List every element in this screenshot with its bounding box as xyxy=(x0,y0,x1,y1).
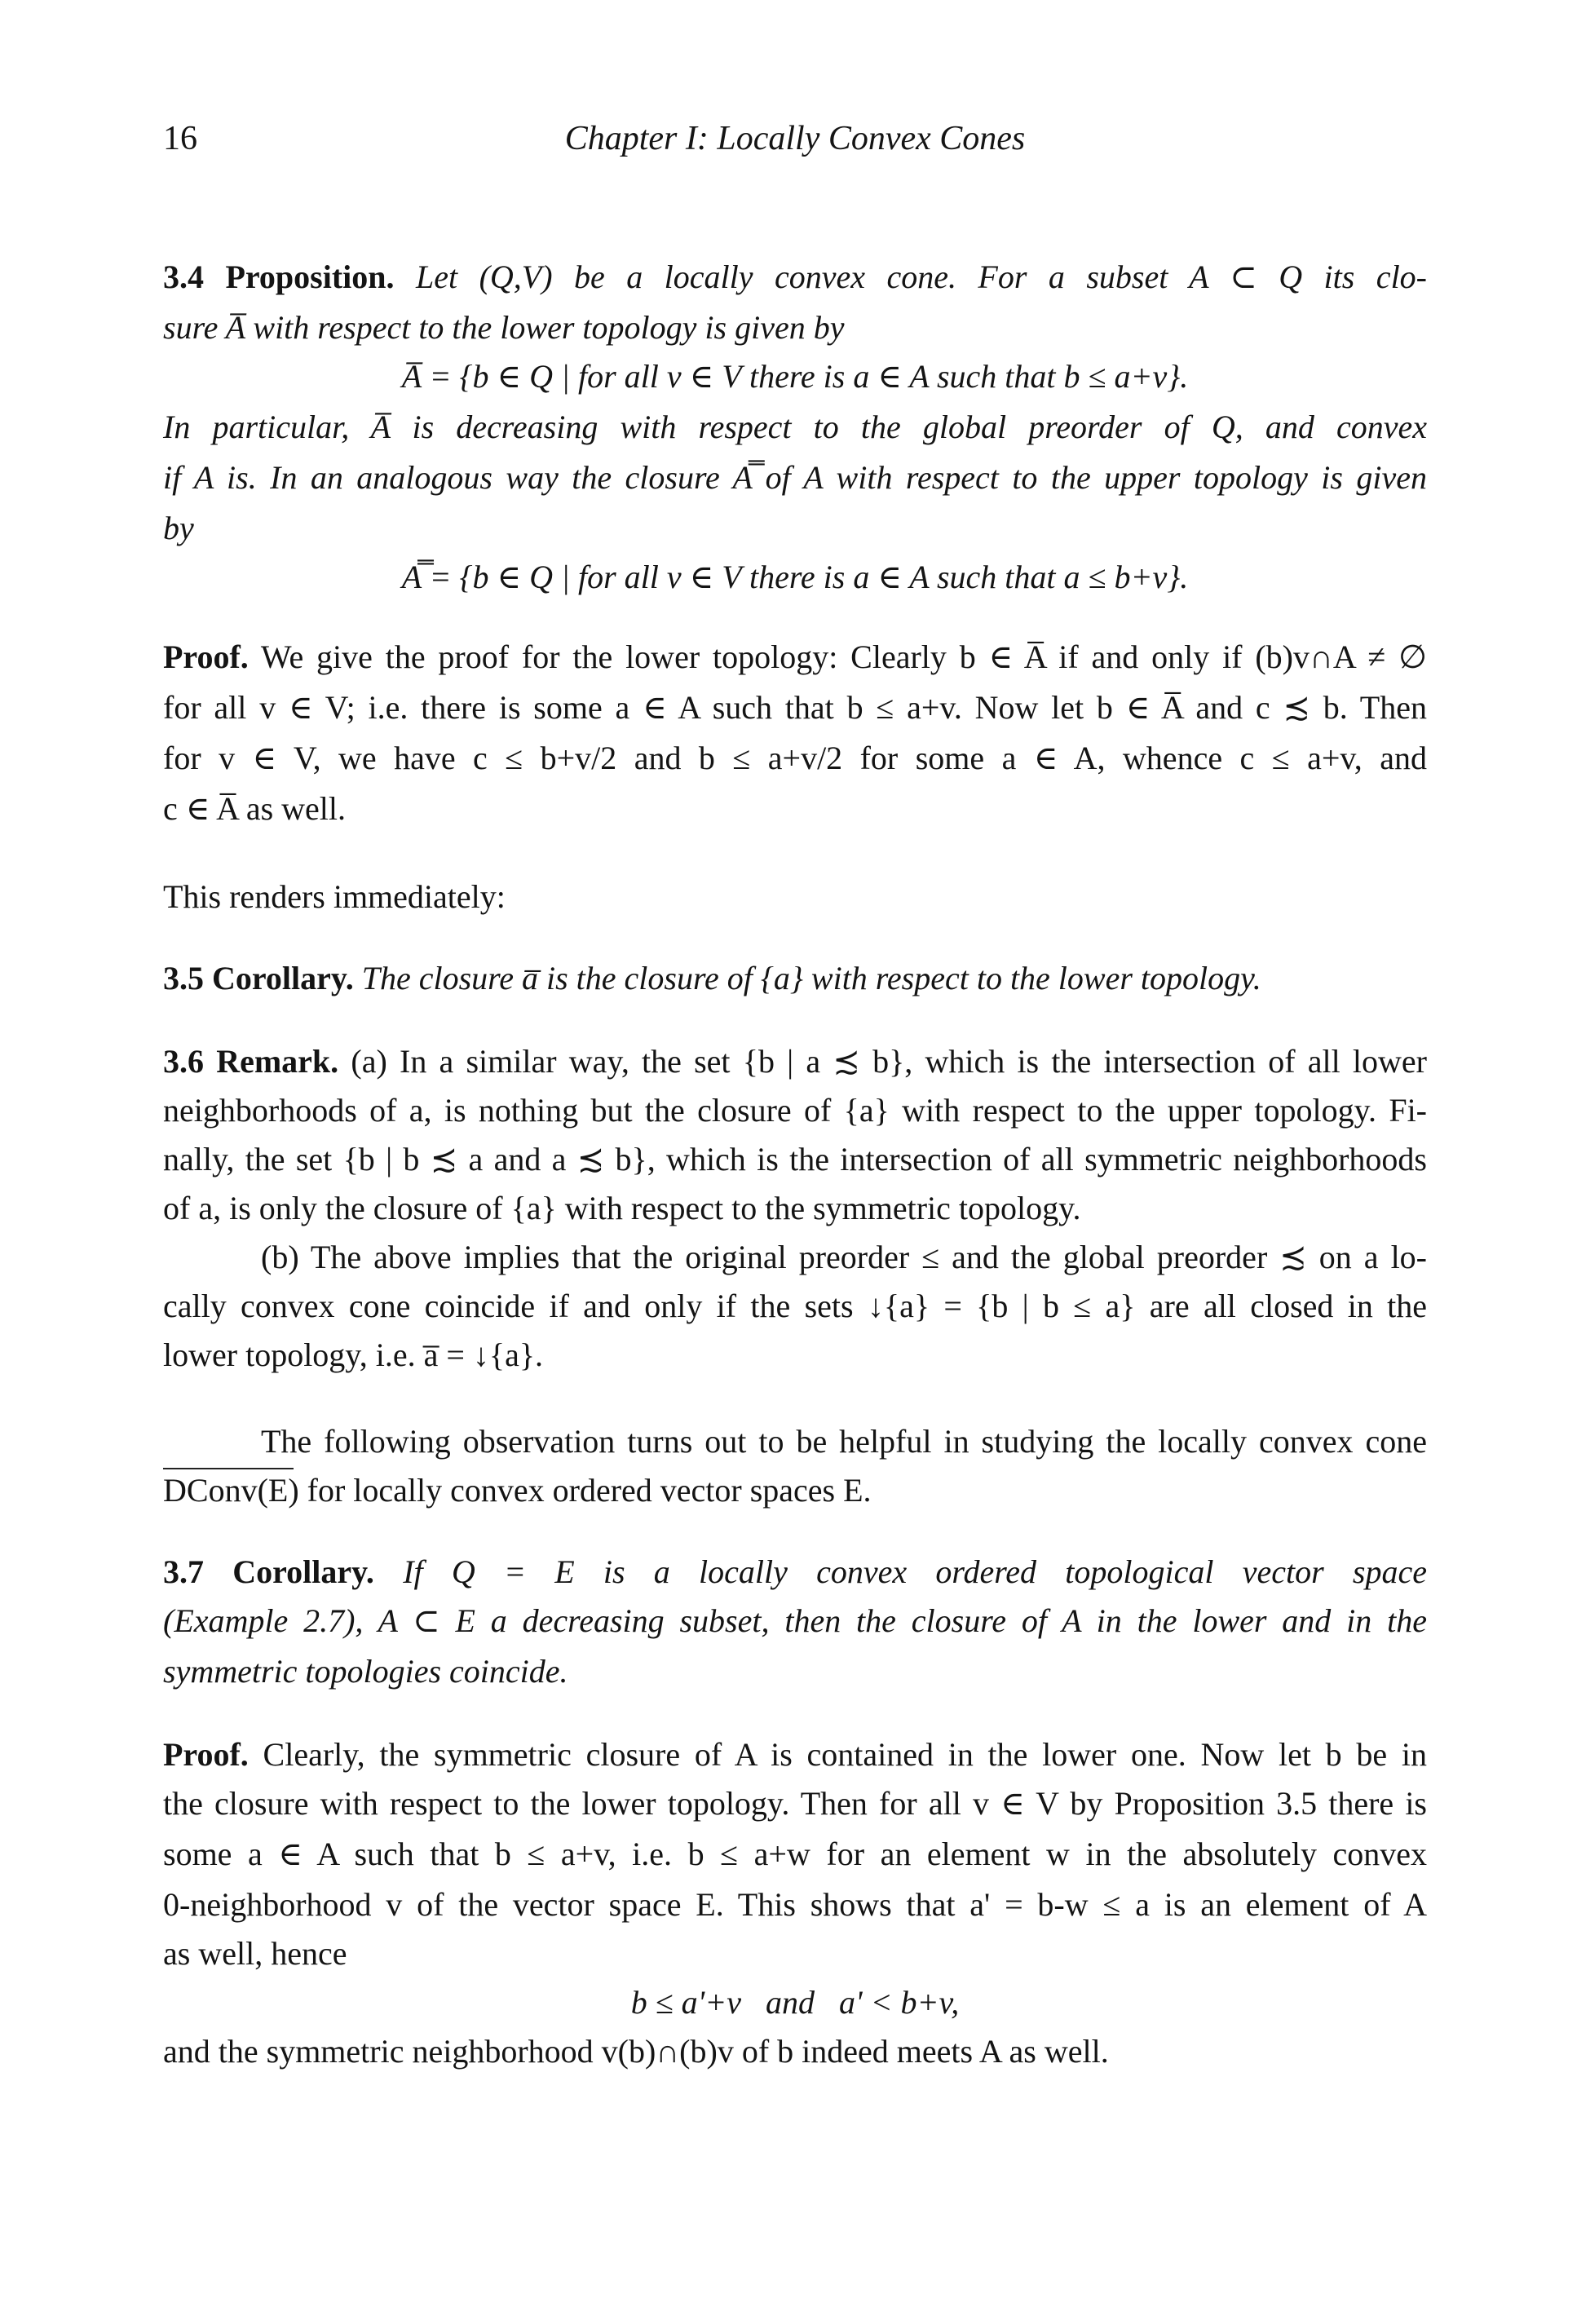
renders-immediately-text: This renders immediately: xyxy=(163,878,506,915)
proof-1-line-3: for v ∈ V, we have c ≤ b+v/2 and b ≤ a+v/2 for some a ∈ A, whence c ≤ a+v, and xyxy=(163,740,1427,776)
remark-3-6-line-7: lower topology, i.e. a̅ = ↓{a}. xyxy=(163,1337,544,1373)
proposition-3-4-line-2: sure A̅ with respect to the lower topology is given by xyxy=(163,309,845,346)
proof-2-label: Proof. xyxy=(163,1736,249,1773)
proposition-3-4-equation-1: A̅ = {b ∈ Q | for all v ∈ V there is a ∈ A such that b ≤ a+v}. xyxy=(401,358,1189,395)
running-title: Chapter I: Locally Convex Cones xyxy=(564,120,1026,157)
corollary-3-5 xyxy=(163,957,1427,1000)
proof-2-line-4: 0-neighborhood v of the vector space E. This shows that a' = b-w ≤ a is an element of A xyxy=(163,1886,1427,1923)
observation-line-2: DConv(E) for locally convex ordered vector spaces E. xyxy=(163,1472,872,1509)
proof-1-line-2: for all v ∈ V; i.e. there is some a ∈ A such that b ≤ a+v. Now let b ∈ A̅ and c ≾ b. Then xyxy=(163,689,1427,726)
remark-3-6-label: 3.6 Remark. xyxy=(163,1043,339,1080)
proof-1-line-1 xyxy=(163,636,1427,678)
proposition-3-4-line-3: In particular, A̅ is decreasing with respect to the global preorder of Q, and convex xyxy=(163,409,1427,445)
remark-3-6-line-3: nally, the set {b | b ≾ a and a ≾ b}, which is the intersection of all symmetric neighborhoods xyxy=(163,1141,1427,1177)
corollary-3-7-label: 3.7 Corollary. xyxy=(163,1553,374,1590)
corollary-3-7-line-1 xyxy=(163,1551,1427,1593)
remark-text: (a) In a similar way, the set {b | a ≾ b}, which is the intersection of all lower xyxy=(351,1043,1428,1080)
corollary-3-7-text: If Q = E is a locally convex ordered topological vector space xyxy=(403,1553,1428,1590)
remark-3-6-line-2: neighborhoods of a, is nothing but the closure of {a} with respect to the upper topology. Fi- xyxy=(163,1092,1427,1129)
corollary-3-7-line-2: (Example 2.7), A ⊂ E a decreasing subset, then the closure of A in the lower and in the xyxy=(163,1602,1427,1639)
proof-2-text: Clearly, the symmetric closure of A is contained in the lower one. Now let b be in xyxy=(263,1736,1428,1773)
observation-line-1: The following observation turns out to be helpful in studying the locally convex cone xyxy=(261,1423,1427,1460)
proof-1-label: Proof. xyxy=(163,638,249,675)
proof-2-line-1 xyxy=(163,1734,1427,1776)
proof-2-line-2: the closure with respect to the lower topology. Then for all v ∈ V by Proposition 3.5 there is xyxy=(163,1785,1427,1822)
proof-2-line-6: and the symmetric neighborhood v(b)∩(b)v of b indeed meets A as well. xyxy=(163,2033,1109,2070)
proposition-3-4-line-4: if A is. In an analogous way the closure A̿ of A with respect to the upper topology is given xyxy=(163,459,1427,496)
proposition-3-4-line-1 xyxy=(163,256,1427,298)
proposition-3-4-equation-2: A̿ = {b ∈ Q | for all v ∈ V there is a ∈ A such that a ≤ b+v}. xyxy=(401,559,1189,595)
corollary-3-7-line-3: symmetric topologies coincide. xyxy=(163,1653,568,1690)
remark-3-6-line-1 xyxy=(163,1040,1427,1083)
proof-2-line-5: as well, hence xyxy=(163,1935,347,1972)
page-number: 16 xyxy=(163,120,197,157)
proof-1-line-4: c ∈ A̅ as well. xyxy=(163,790,347,827)
remark-3-6-line-5: (b) The above implies that the original preorder ≤ and the global preorder ≾ on a lo- xyxy=(261,1239,1427,1275)
proposition-text: Let (Q,V) be a locally convex cone. For a subset A ⊂ Q its clo- xyxy=(416,258,1427,295)
proposition-3-4-line-5: by xyxy=(163,510,194,546)
proof-2-equation: b ≤ a'+v and a' < b+v, xyxy=(630,1984,960,2021)
proof-2-line-3: some a ∈ A such that b ≤ a+v, i.e. b ≤ a+w for an element w in the absolutely convex xyxy=(163,1836,1427,1872)
remark-3-6-line-4: of a, is only the closure of {a} with respect to the symmetric topology. xyxy=(163,1190,1081,1226)
corollary-3-5-text: The closure a̅ is the closure of {a} with respect to the lower topology. xyxy=(361,960,1261,996)
corollary-3-5-label: 3.5 Corollary. xyxy=(163,960,354,996)
proposition-3-4-label: 3.4 Proposition. xyxy=(163,258,395,295)
proof-text: We give the proof for the lower topology: Clearly b ∈ A̅ if and only if (b)v∩A ≠ ∅ xyxy=(260,638,1427,675)
remark-3-6-line-6: cally convex cone coincide if and only if the sets ↓{a} = {b | b ≤ a} are all closed in the xyxy=(163,1288,1427,1324)
